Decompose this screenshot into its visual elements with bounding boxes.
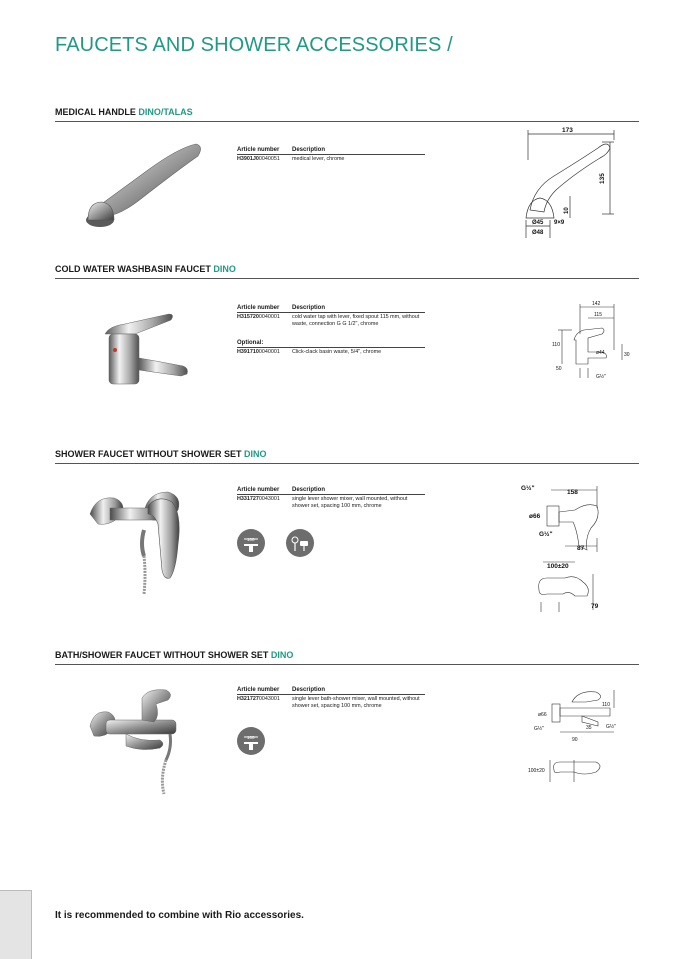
article-table-shower-faucet [237,487,425,510]
shower-faucet-drawing [515,478,625,616]
col-description: Description [292,147,326,153]
table-header [237,305,425,313]
page-title: FAUCETS AND SHOWER ACCESSORIES / [55,34,453,56]
col-article: Article number [237,687,280,693]
dim-width: 173 [562,127,573,134]
dim-thread-bottom: G½" [539,531,553,538]
col-article: Article number [237,147,280,153]
table-row [237,313,425,328]
spacing-value: 100 [247,537,255,542]
dim-79: 79 [591,603,599,610]
spacing-100-icon [237,727,265,755]
article-number: H3917100040001 [237,349,280,356]
dim-115: 115 [594,312,602,318]
description: cold water tap with lever, fixed spout 115 mm, without waste, connection G G 1/2", chrome [292,314,420,328]
article-number: H3317270043001 [237,496,280,502]
section-brand: DINO/TALAS [138,107,193,117]
dim-158: 158 [567,489,578,496]
section-title-text: MEDICAL HANDLE [55,107,139,117]
col-description: Description [292,305,326,311]
section-title-cold-water-faucet [55,264,639,279]
dim-110: 110 [552,342,560,348]
page-tab [0,890,32,959]
washbasin-faucet-image [95,304,195,390]
dim-d45: Ø45 [532,220,544,226]
washbasin-faucet-drawing [522,300,637,382]
section-title-bath-shower-faucet [55,650,639,665]
spacing-100-icon [237,529,265,557]
article-number: H3217270043001 [237,696,280,702]
section-brand: DINO [244,449,267,459]
article-table-cold-water-faucet [237,305,425,357]
table-header [237,147,425,155]
dim-90: 90 [572,737,578,743]
dim-9x9: 9×9 [554,220,565,226]
dim-35: 35 [586,725,592,731]
table-row [237,495,425,510]
col-article: Article number [237,487,280,493]
optional-label: Optional: [237,340,425,348]
dim-142: 142 [592,301,601,307]
spacing-value: 100 [247,735,255,740]
col-article: Article number [237,305,280,311]
dim-spacing: 100±20 [547,563,569,570]
shower-faucet-image [86,484,196,596]
dim-spacing: 100±20 [528,768,545,774]
article-number: H3157200040001 [237,314,280,320]
section-title-shower-faucet [55,449,639,464]
dim-thread-left: G½" [534,726,544,732]
dim-base: 10 [564,207,570,214]
article-table-bath-shower-faucet [237,687,425,710]
dim-height: 135 [599,173,606,184]
medical-handle-drawing [510,126,622,241]
footer-note: It is recommended to combine with Rio accessories. [55,910,304,921]
bath-shower-faucet-drawing [524,686,619,790]
shower-outlet-icon [286,529,314,557]
section-title-text: BATH/SHOWER FAUCET WITHOUT SHOWER SET [55,650,271,660]
section-title-text: COLD WATER WASHBASIN FAUCET [55,264,214,274]
section-title-text: SHOWER FAUCET WITHOUT SHOWER SET [55,449,244,459]
table-row [237,155,425,163]
dim-110: 110 [602,702,610,708]
dim-thread-right: G½" [606,724,616,730]
bath-shower-faucet-image [86,686,192,796]
dim-d66: ø66 [529,513,541,520]
dim-30: 30 [624,352,630,358]
description: single lever shower mixer, wall mounted, without shower set, spacing 100 mm, chrome [292,496,408,510]
dim-d66: ø66 [538,712,547,718]
medical-handle-image [78,140,208,232]
dim-d44: ø44 [596,350,605,356]
dim-87: 87 [577,545,585,552]
table-header [237,487,425,495]
description: medical lever, chrome [292,156,345,162]
description: Click-clack basin waste, 5/4", chrome [292,349,382,356]
section-title-medical-handle [55,107,639,122]
article-number: H3901J00040051 [237,156,280,162]
dim-50: 50 [556,366,562,372]
col-description: Description [292,687,326,693]
description: single lever bath-shower mixer, wall mounted, without shower set, spacing 100 mm, chrome [292,696,420,710]
table-header [237,687,425,695]
dim-thread: G½" [596,374,606,380]
col-description: Description [292,487,326,493]
dim-thread-top: G½" [521,485,535,492]
table-row [237,348,425,356]
section-brand: DINO [213,264,236,274]
article-table-medical-handle [237,147,425,163]
section-brand: DINO [270,650,294,660]
dim-d48: Ø48 [532,230,544,236]
table-row [237,695,425,710]
